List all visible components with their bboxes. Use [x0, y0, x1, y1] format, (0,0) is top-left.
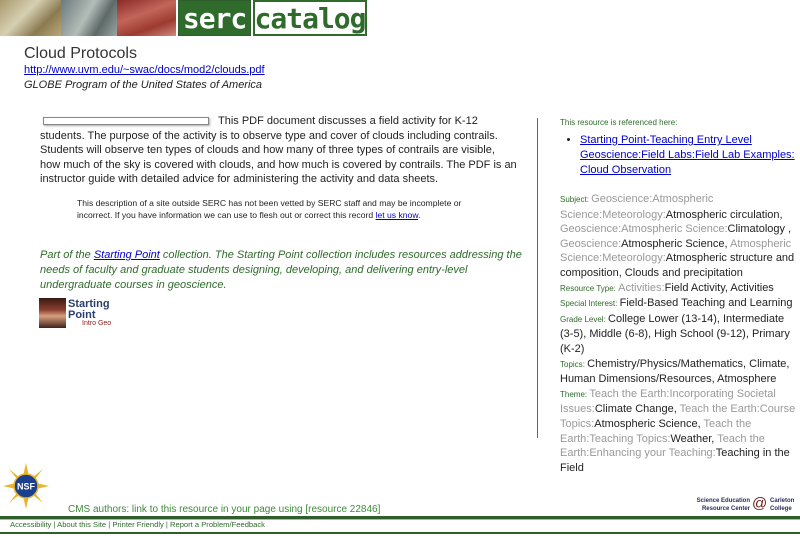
- disclaimer-end: .: [418, 209, 421, 220]
- special-interest-value: Field-Based Teaching and Learning: [619, 297, 793, 310]
- header-photo-3: [117, 0, 176, 36]
- theme-path: Teach the Earth:Incorporating Societal Issues:: [560, 387, 776, 416]
- starting-point-link[interactable]: Starting Point: [93, 249, 160, 261]
- starting-point-logo-line2: Point: [68, 309, 96, 321]
- starting-point-logo-line1: Starting: [68, 298, 110, 310]
- resource-description: This PDF document discusses a field activity for K-12 students. The purpose of the activity is to observe type and cover of clouds including contrails. Students will observe ten types of clouds and how many of three types of contrails are visible, how much of the sky is covered with clouds, and how much is covered by contrails. The PDF is an instructor guide with detailed advice for administering the activity and data sheets.: [40, 115, 517, 186]
- subject-path: Geoscience:Atmospheric Science:: [560, 223, 728, 236]
- special-interest-label: Special Interest: [560, 299, 616, 309]
- subject-value: Atmospheric structure and composition, Clouds and precipitation: [560, 252, 795, 279]
- header-photo-2: [61, 0, 117, 36]
- subject-value: Climatology: [727, 223, 785, 236]
- serc-name-line1: Science Education: [696, 498, 750, 504]
- carleton-name-line2: College: [770, 506, 792, 512]
- resource-type-path: Activities:: [618, 281, 665, 294]
- report-problem-link[interactable]: Report a Problem/Feedback: [170, 520, 265, 529]
- site-header: [0, 0, 367, 36]
- disclaimer-note: [77, 198, 477, 221]
- at-icon: @: [752, 495, 768, 512]
- about-site-link[interactable]: About this Site: [57, 520, 107, 529]
- subject-path: Atmospheric Science:Meteorology:: [560, 237, 792, 265]
- theme-value: Teaching in the Field: [560, 447, 790, 474]
- theme-path: Teach the Earth:Course Topics:: [560, 403, 796, 430]
- printer-friendly-link[interactable]: Printer Friendly: [112, 520, 164, 529]
- theme-value: Weather: [670, 432, 712, 445]
- nsf-logo-icon[interactable]: [2, 462, 50, 510]
- subject-label: Subject: [560, 195, 587, 204]
- cms-authors-note: CMS authors: link to this resource in your page using [resource 22846]: [68, 504, 381, 515]
- accessibility-link[interactable]: Accessibility: [10, 520, 52, 529]
- topics-label: Topics: [560, 359, 583, 369]
- referenced-list: [566, 133, 800, 178]
- serc-name: [697, 497, 750, 513]
- referenced-heading: This resource is referenced here:: [560, 118, 678, 127]
- carleton-name: [770, 497, 794, 513]
- resource-type-value: Field Activity, Activities: [664, 281, 774, 294]
- theme-path: Teach the Earth:Teaching Topics:: [560, 417, 752, 445]
- collection-note: [40, 248, 522, 293]
- subject-value: Atmospheric Science: [621, 237, 725, 250]
- serc-name-line2: Resource Center: [701, 506, 750, 512]
- nsf-logo-text: NSF: [17, 481, 35, 492]
- resource-type-label: Resource Type: [560, 283, 614, 293]
- resource-url-link[interactable]: http://www.uvm.edu/~swac/docs/mod2/clouds.pdf: [24, 64, 265, 76]
- list-item: [580, 133, 800, 178]
- theme-value: Atmospheric Science: [594, 417, 698, 430]
- referenced-link[interactable]: Starting Point-Teaching Entry Level Geoscience:Field Labs:Field Lab Examples: Cloud Observation: [580, 134, 795, 176]
- header-photo-1: [0, 0, 61, 36]
- theme-value: Climate Change: [594, 403, 674, 416]
- carleton-name-line1: Carleton: [770, 498, 795, 504]
- grade-level-value: College Lower (13-14), Intermediate (3-5), Middle (6-8), High School (9-12), Primary (K-2): [560, 312, 790, 355]
- collection-prefix: Part of the: [40, 249, 94, 261]
- subject-path: Geoscience:Atmospheric Science:Meteorology:: [560, 193, 714, 221]
- theme-path: Teach the Earth:Enhancing your Teaching:: [560, 432, 765, 460]
- starting-point-logo[interactable]: [39, 298, 117, 328]
- resource-metadata: Subject: Geoscience:Atmospheric Science:Meteorology:Atmospheric circulation, Geoscience:Atmospheric Science:Climatology , Geoscience:Atmospheric Science, Atmospheric Science:Meteorology:Atmospheric structure and composition, Clouds and precipitation Resource Type: Activities:Field Activity, Activities Special Interest: Field-Based Teaching and Learning Grade Level: College Lower (13-14), Intermediate (3-5), Middle (6-8), High School (9-12), Primary (K-2) Topics: Chemistry/Physics/Mathematics, Climate, Human Dimensions/Resources, Atmosphere Theme: Teach the Earth:Incorporating Societal Issues:Climate Change, Teach the Earth:Course Topics:Atmospheric Science, Teach the Earth:Teaching Topics:Weather, Teach the Earth:Enhancing your Teaching:Teaching in the Field: [560, 193, 796, 474]
- subject-value: Atmospheric circulation: [665, 208, 780, 221]
- footer-links: Accessibility | About this Site | Printer Friendly | Report a Problem/Feedback: [10, 520, 265, 529]
- starting-point-logo-image: [39, 298, 66, 328]
- footer-bottom-bar: [0, 532, 800, 534]
- let-us-know-link[interactable]: let us know: [375, 209, 419, 220]
- resource-organization: GLOBE Program of the United States of America: [24, 79, 263, 91]
- theme-label: Theme: [560, 389, 585, 399]
- subject-path: Geoscience:: [560, 237, 622, 250]
- serc-logo[interactable]: serc: [178, 0, 251, 36]
- collection-suffix: collection. The Starting Point collection includes resources addressing the needs of faculty and graduate students designing, developing, and delivering entry-level undergraduate courses in geoscience.: [40, 249, 522, 291]
- column-divider: [537, 118, 538, 438]
- grade-level-label: Grade Level: [560, 314, 604, 324]
- disclaimer-text: This description of a site outside SERC has not been vetted by SERC staff and may be incomplete or incorrect. If you have information we can use to flesh out or correct this record: [77, 198, 462, 220]
- serc-carleton-logo[interactable]: [690, 497, 798, 515]
- catalog-logo[interactable]: catalog: [254, 1, 366, 35]
- page-title: Cloud Protocols: [24, 45, 137, 62]
- starting-point-logo-line3: Intro Geo: [82, 320, 112, 327]
- topics-value: Chemistry/Physics/Mathematics, Climate, Human Dimensions/Resources, Atmosphere: [560, 357, 790, 386]
